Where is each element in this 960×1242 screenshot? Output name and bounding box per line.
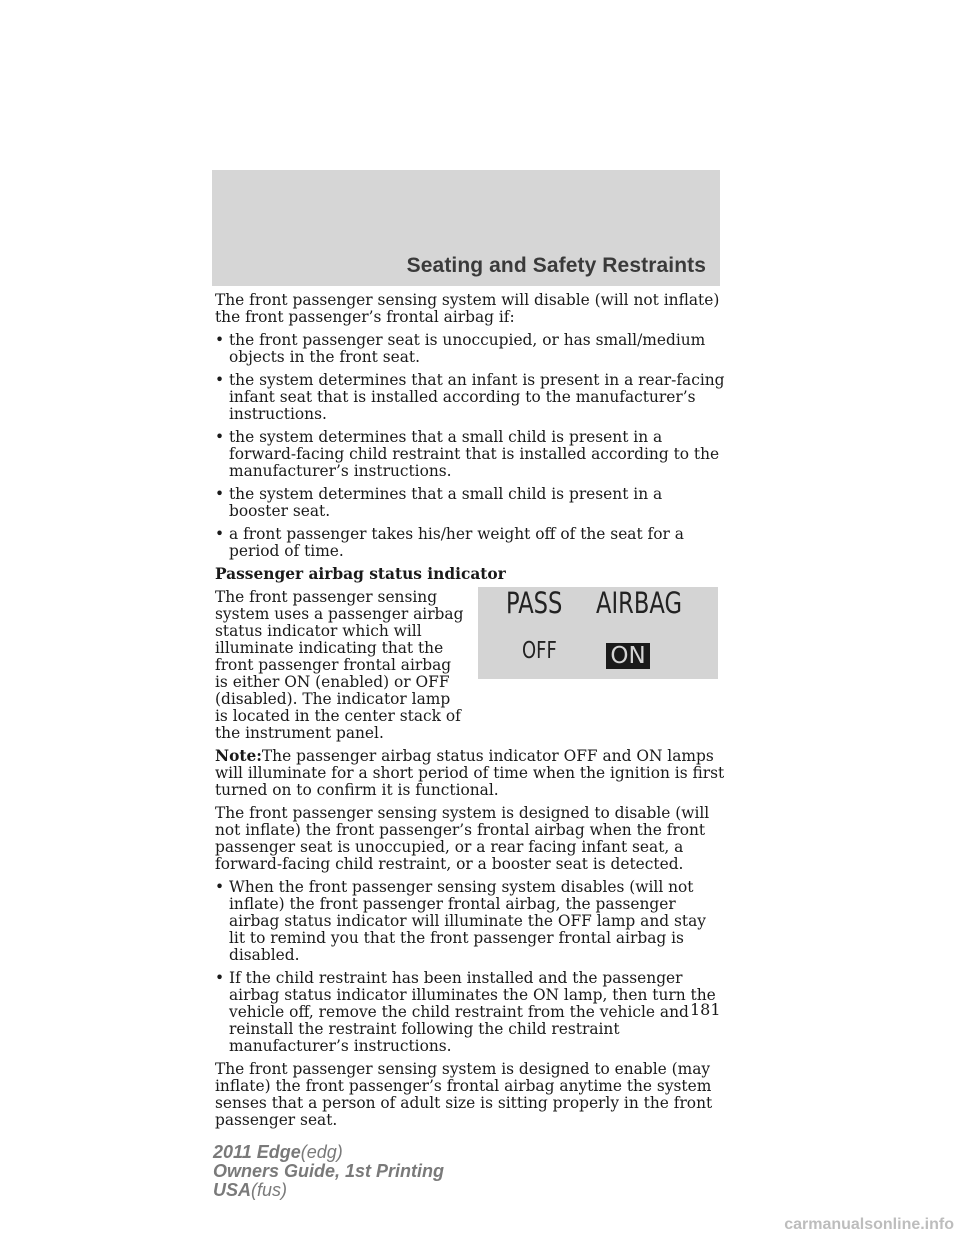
paragraph: The front passenger sensing system is designed to enable (may inflate) the front passenger’s frontal airbag anytime the system senses that a person of adult size is sitting properly in the front passenger seat. [215, 1060, 713, 1129]
footer-model: 2011 Edge [213, 1142, 301, 1162]
list-item: • When the front passenger sensing system disables (will not inflate) the front passenger frontal airbag, the passenger airbag status indicator will illuminate the OFF lamp and stay lit to remind you that the front passenger frontal airbag is disabled. [215, 879, 725, 964]
list-item: • the system determines that a small child is present in a forward-facing child restraint that is installed according to the manufacturer’s instructions. [215, 429, 725, 480]
list-item: • the system determines that a small child is present in a booster seat. [215, 486, 725, 520]
indicator-section [215, 586, 725, 742]
indicator-pass-label: PASS [506, 586, 563, 620]
list-item: • the system determines that an infant is present in a rear-facing infant seat that is installed according to the manufacturer’s instructions. [215, 372, 725, 423]
footer-market-code: (fus) [251, 1180, 288, 1200]
indicator-off-lamp: OFF [522, 638, 557, 664]
page-number: 181 [690, 1000, 721, 1019]
indicator-airbag-label: AIRBAG [596, 586, 682, 620]
indicator-on-lamp: ON [606, 643, 650, 669]
note-label: Note: [215, 747, 262, 765]
list-item: • a front passenger takes his/her weight off of the seat for a period of time. [215, 526, 725, 560]
subheading: Passenger airbag status indicator [215, 565, 506, 583]
footer-printing: Owners Guide, 1st Printing [213, 1161, 445, 1181]
paragraph: The front passenger sensing system is designed to disable (will not inflate) the front passenger’s frontal airbag when the front passenger seat is unoccupied, or a rear facing infant seat, a forward-facing child restraint, or a booster seat is detected. [215, 804, 710, 873]
footer-market: USA [213, 1180, 252, 1200]
watermark: carmanualsonline.info [784, 1216, 954, 1233]
section-title: Seating and Safety Restraints [406, 254, 706, 277]
section-header [212, 170, 720, 286]
document-footer [213, 1143, 444, 1200]
footer-model-code: (edg) [300, 1142, 343, 1162]
note-paragraph [215, 748, 725, 799]
airbag-status-indicator-illustration [478, 587, 718, 679]
intro-paragraph: The front passenger sensing system will disable (will not inflate) the front passenger’s frontal airbag if: [215, 291, 720, 326]
note-text: The passenger airbag status indicator OFF and ON lamps will illuminate for a short period of time when the ignition is first turned on to confirm it is functional. [215, 747, 725, 799]
list-item: • the front passenger seat is unoccupied, or has small/medium objects in the front seat. [215, 332, 725, 366]
page-content [215, 292, 725, 1135]
indicator-paragraph: The front passenger sensing system uses a passenger airbag status indicator which will illuminate indicating that the front passenger frontal airbag is either ON (enabled) or OFF (disabled). The indicator lamp is located in the center stack of the instrument panel. [215, 588, 464, 742]
list-item: • If the child restraint has been installed and the passenger airbag status indicator illuminates the ON lamp, then turn the vehicle off, remove the child restraint from the vehicle and reinstall the restraint following the child restraint manufacturer’s instructions. [215, 970, 725, 1055]
